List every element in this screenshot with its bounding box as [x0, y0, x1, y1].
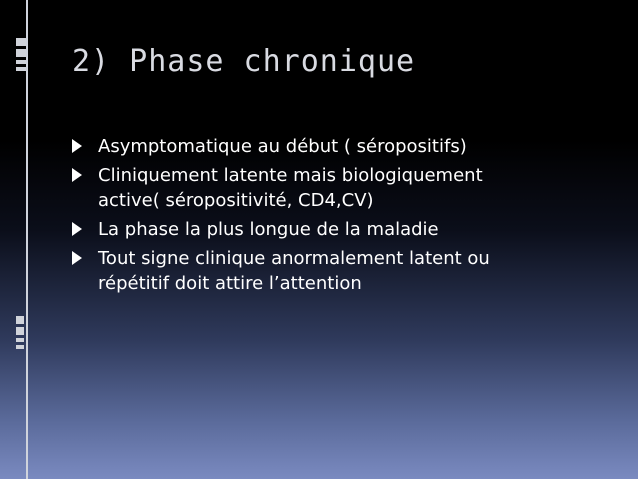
bullet-text: La phase la plus longue de la maladie [98, 219, 439, 240]
bullet-item [70, 217, 610, 242]
stripe [16, 345, 24, 349]
slide-title: 2) Phase chronique [72, 44, 416, 79]
bullet-item [70, 246, 610, 296]
stripe [16, 338, 24, 342]
bullet-arrow-icon [72, 222, 82, 236]
stripe [16, 49, 26, 57]
bullet-text: Cliniquement latente mais biologiquement [98, 165, 483, 186]
bullet-item [70, 134, 610, 159]
stripe [16, 327, 24, 335]
bullet-text: Tout signe clinique anormalement latent ou [98, 248, 490, 269]
bullet-arrow-icon [72, 139, 82, 153]
bullet-item [70, 163, 610, 213]
bullet-list [70, 134, 610, 300]
left-accent-bar [26, 0, 28, 479]
stripe [16, 316, 24, 324]
bullet-arrow-icon [72, 251, 82, 265]
bottom-stripes-decoration [16, 316, 26, 356]
stripe [16, 38, 26, 46]
bullet-text: répétitif doit attire l’attention [98, 273, 362, 294]
stripe [16, 67, 26, 71]
bullet-text: active( séropositivité, CD4,CV) [98, 190, 374, 211]
stripe [16, 60, 26, 64]
bullet-arrow-icon [72, 168, 82, 182]
bullet-text: Asymptomatique au début ( séropositifs) [98, 136, 467, 157]
top-stripes-decoration [16, 38, 26, 78]
